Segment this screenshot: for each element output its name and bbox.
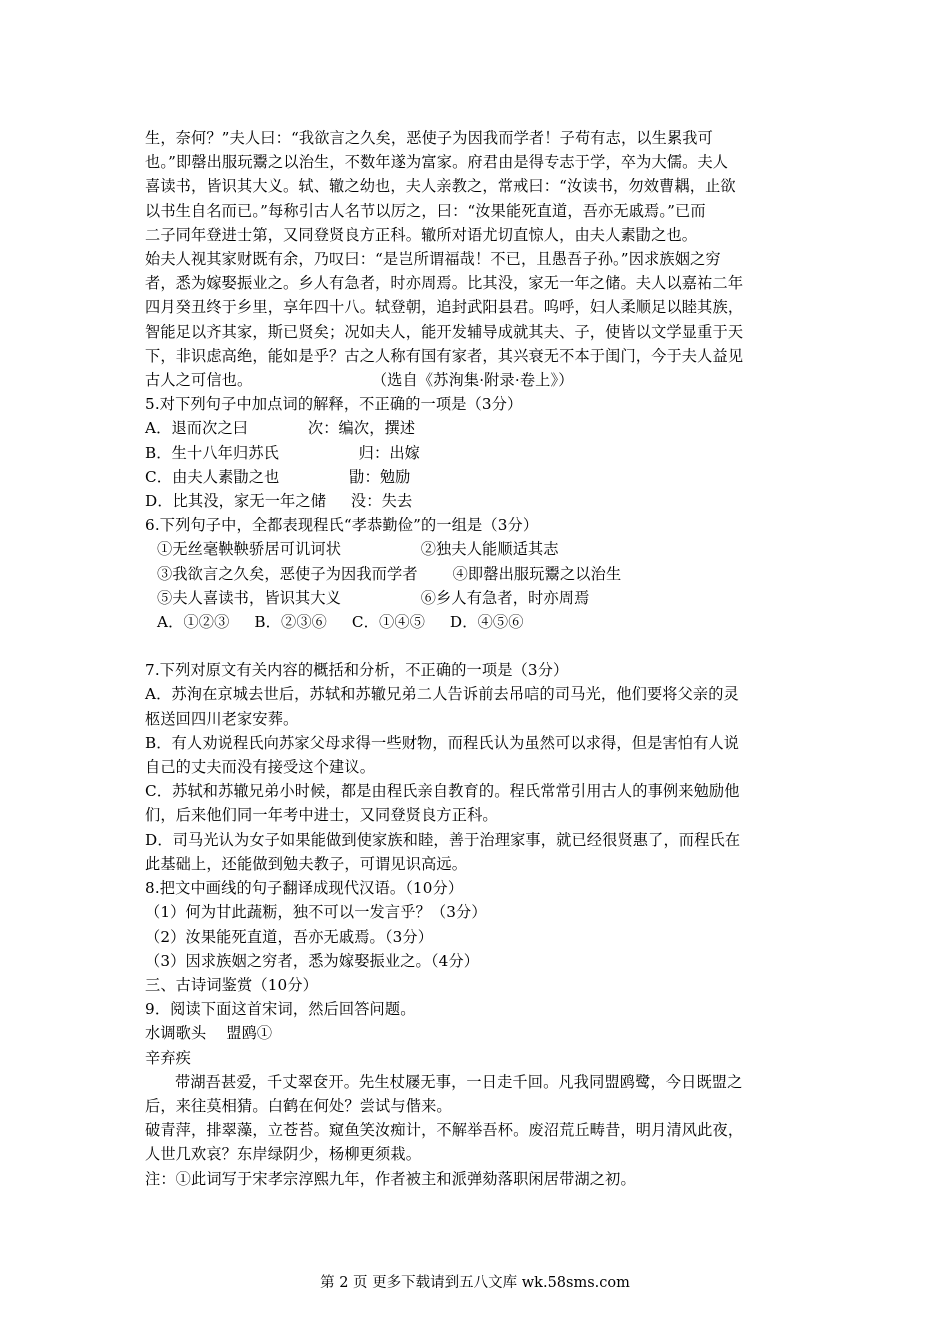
passage-line: 下，非识虑高绝，能如是乎？古之人称有国有家者，其兴衰无不本于闺门，今于夫人益见 (145, 346, 744, 365)
poem-line: 后，来往莫相猜。白鹤在何处？尝试与偕来。 (145, 1096, 452, 1115)
sentence-pair: ⑤夫人喜读书，皆识其大义 ⑥乡人有急者，时亦周焉 (157, 588, 590, 607)
passage-line: 也。”即罄出服玩鬻之以治生，不数年遂为富家。府君由是得专志于学，卒为大儒。夫人 (145, 153, 729, 172)
option-line: A．苏洵在京城去世后，苏轼和苏辙兄弟二人告诉前去吊唁的司马光，他们要将父亲的灵 (145, 685, 739, 704)
passage-line: 智能足以齐其家，斯已贤矣；况如夫人，能开发辅导成就其夫、子，使皆以文学显重于天 (145, 322, 744, 341)
question-5 (145, 392, 815, 513)
poem-note: 注：①此词写于宋孝宗淳熙九年，作者被主和派弹劾落职闲居带湖之初。 (145, 1169, 636, 1188)
passage-line: 喜读书，皆识其大义。轼、辙之幼也，夫人亲教之，常戒曰：“汝读书，勿效曹耦，止欲 (145, 177, 736, 196)
option-line: 此基础上，还能做到勉夫教子，可谓见识高远。 (145, 854, 468, 873)
passage-line: 生，奈何？”夫人曰：“我欲言之久矣，恶使子为因我而学者！子苟有志，以生累我可 (145, 129, 713, 147)
passage (145, 126, 815, 392)
option-c: C．由夫人素勖之也 勖：勉励 (145, 467, 411, 486)
poem-line: 带湖吾甚爱，千丈翠奁开。先生杖屦无事，一日走千回。凡我同盟鸥鹭，今日既盟之 (175, 1072, 743, 1091)
passage-source-line: 古人之可信也。 （选自《苏洵集·附录·卷上》） (145, 371, 574, 390)
question-7 (145, 658, 815, 876)
document-page (145, 126, 815, 1191)
poem-line: 破青萍，排翠藻，立苍苔。窥鱼笑汝痴计，不解举吾杯。废沼荒丘畴昔，明月清风此夜， (145, 1121, 744, 1140)
translation-item: （1）何为甘此蔬粝，独不可以一发言乎？（3分） (145, 903, 487, 922)
sentence-pair: ①无丝毫鞅鞅骄居可讥诃状 ②独夫人能顺适其志 (157, 540, 559, 559)
answer-choices: A．①②③ B．②③⑥ C．①④⑤ D．④⑤⑥ (157, 613, 524, 632)
page-footer: 第 2 页 更多下载请到五八文库 wk.58sms.com (320, 1275, 630, 1291)
section-poetry (145, 973, 815, 1191)
option-line: 们，后来他们同一年考中进士，又同登贤良方正科。 (145, 806, 498, 825)
passage-line: 二子同年登进士第，又同登贤良方正科。辙所对语尤切直惊人，由夫人素勖之也。 (145, 225, 698, 244)
option-a: A．退而次之曰 次：编次，撰述 (145, 419, 416, 438)
sentence-pair: ③我欲言之久矣，恶使子为因我而学者 ④即罄出服玩鬻之以治生 (157, 564, 622, 583)
poem-line: 人世几欢哀？东岸绿阴少，杨柳更须栽。 (145, 1145, 422, 1164)
question-stem: 5.对下列句子中加点词的解释，不正确的一项是（3分） (145, 395, 523, 414)
question-stem: 9．阅读下面这首宋词，然后回答问题。 (145, 1000, 416, 1019)
option-line: D．司马光认为女子如果能做到使家族和睦，善于治理家事，就已经很贤惠了，而程氏在 (145, 830, 741, 849)
question-stem: 7.下列对原文有关内容的概括和分析，不正确的一项是（3分） (145, 661, 569, 680)
question-stem: 6.下列句子中，全都表现程氏“孝恭勤俭”的一组是（3分） (145, 516, 539, 535)
passage-line: 始夫人视其家财既有余，乃叹曰：“是岂所谓福哉！不已，且愚吾子孙。”因求族姻之穷 (145, 250, 721, 269)
option-line: B．有人劝说程氏向苏家父母求得一些财物，而程氏认为虽然可以求得，但是害怕有人说 (145, 733, 740, 752)
translation-item: （2）汝果能死直道，吾亦无戚焉。（3分） (145, 927, 434, 946)
question-8 (145, 876, 815, 973)
option-line: 自己的丈夫而没有接受这个建议。 (145, 758, 376, 777)
passage-line: 者，悉为嫁娶振业之。乡人有急者，时亦周焉。比其没，家无一年之储。夫人以嘉祐二年 (145, 274, 744, 293)
passage-line: 以书生自名而已。”每称引古人名节以厉之，曰：“汝果能死直道，吾亦无戚焉。”已而 (145, 201, 706, 220)
poem-author: 辛弃疾 (145, 1048, 192, 1067)
option-line: C．苏轼和苏辙兄弟小时候，都是由程氏亲自教育的。程氏常常引用古人的事例来勉励他 (145, 782, 740, 801)
translation-item: （3）因求族姻之穷者，悉为嫁娶振业之。（4分） (145, 951, 480, 970)
poem-title: 水调歌头 盟鸥① (145, 1024, 273, 1043)
option-b: B．生十八年归苏氏 归：出嫁 (145, 443, 421, 462)
passage-line: 四月癸丑终于乡里，享年四十八。轼登朝，追封武阳县君。呜呼，妇人柔顺足以睦其族， (145, 298, 744, 317)
section-heading: 三、古诗词鉴赏（10分） (145, 975, 319, 994)
spacer (145, 634, 815, 658)
question-stem: 8.把文中画线的句子翻译成现代汉语。（10分） (145, 879, 464, 898)
option-d: D．比其没，家无一年之储 没：失去 (145, 492, 413, 511)
option-line: 柩送回四川老家安葬。 (145, 709, 299, 728)
question-6 (145, 513, 815, 634)
